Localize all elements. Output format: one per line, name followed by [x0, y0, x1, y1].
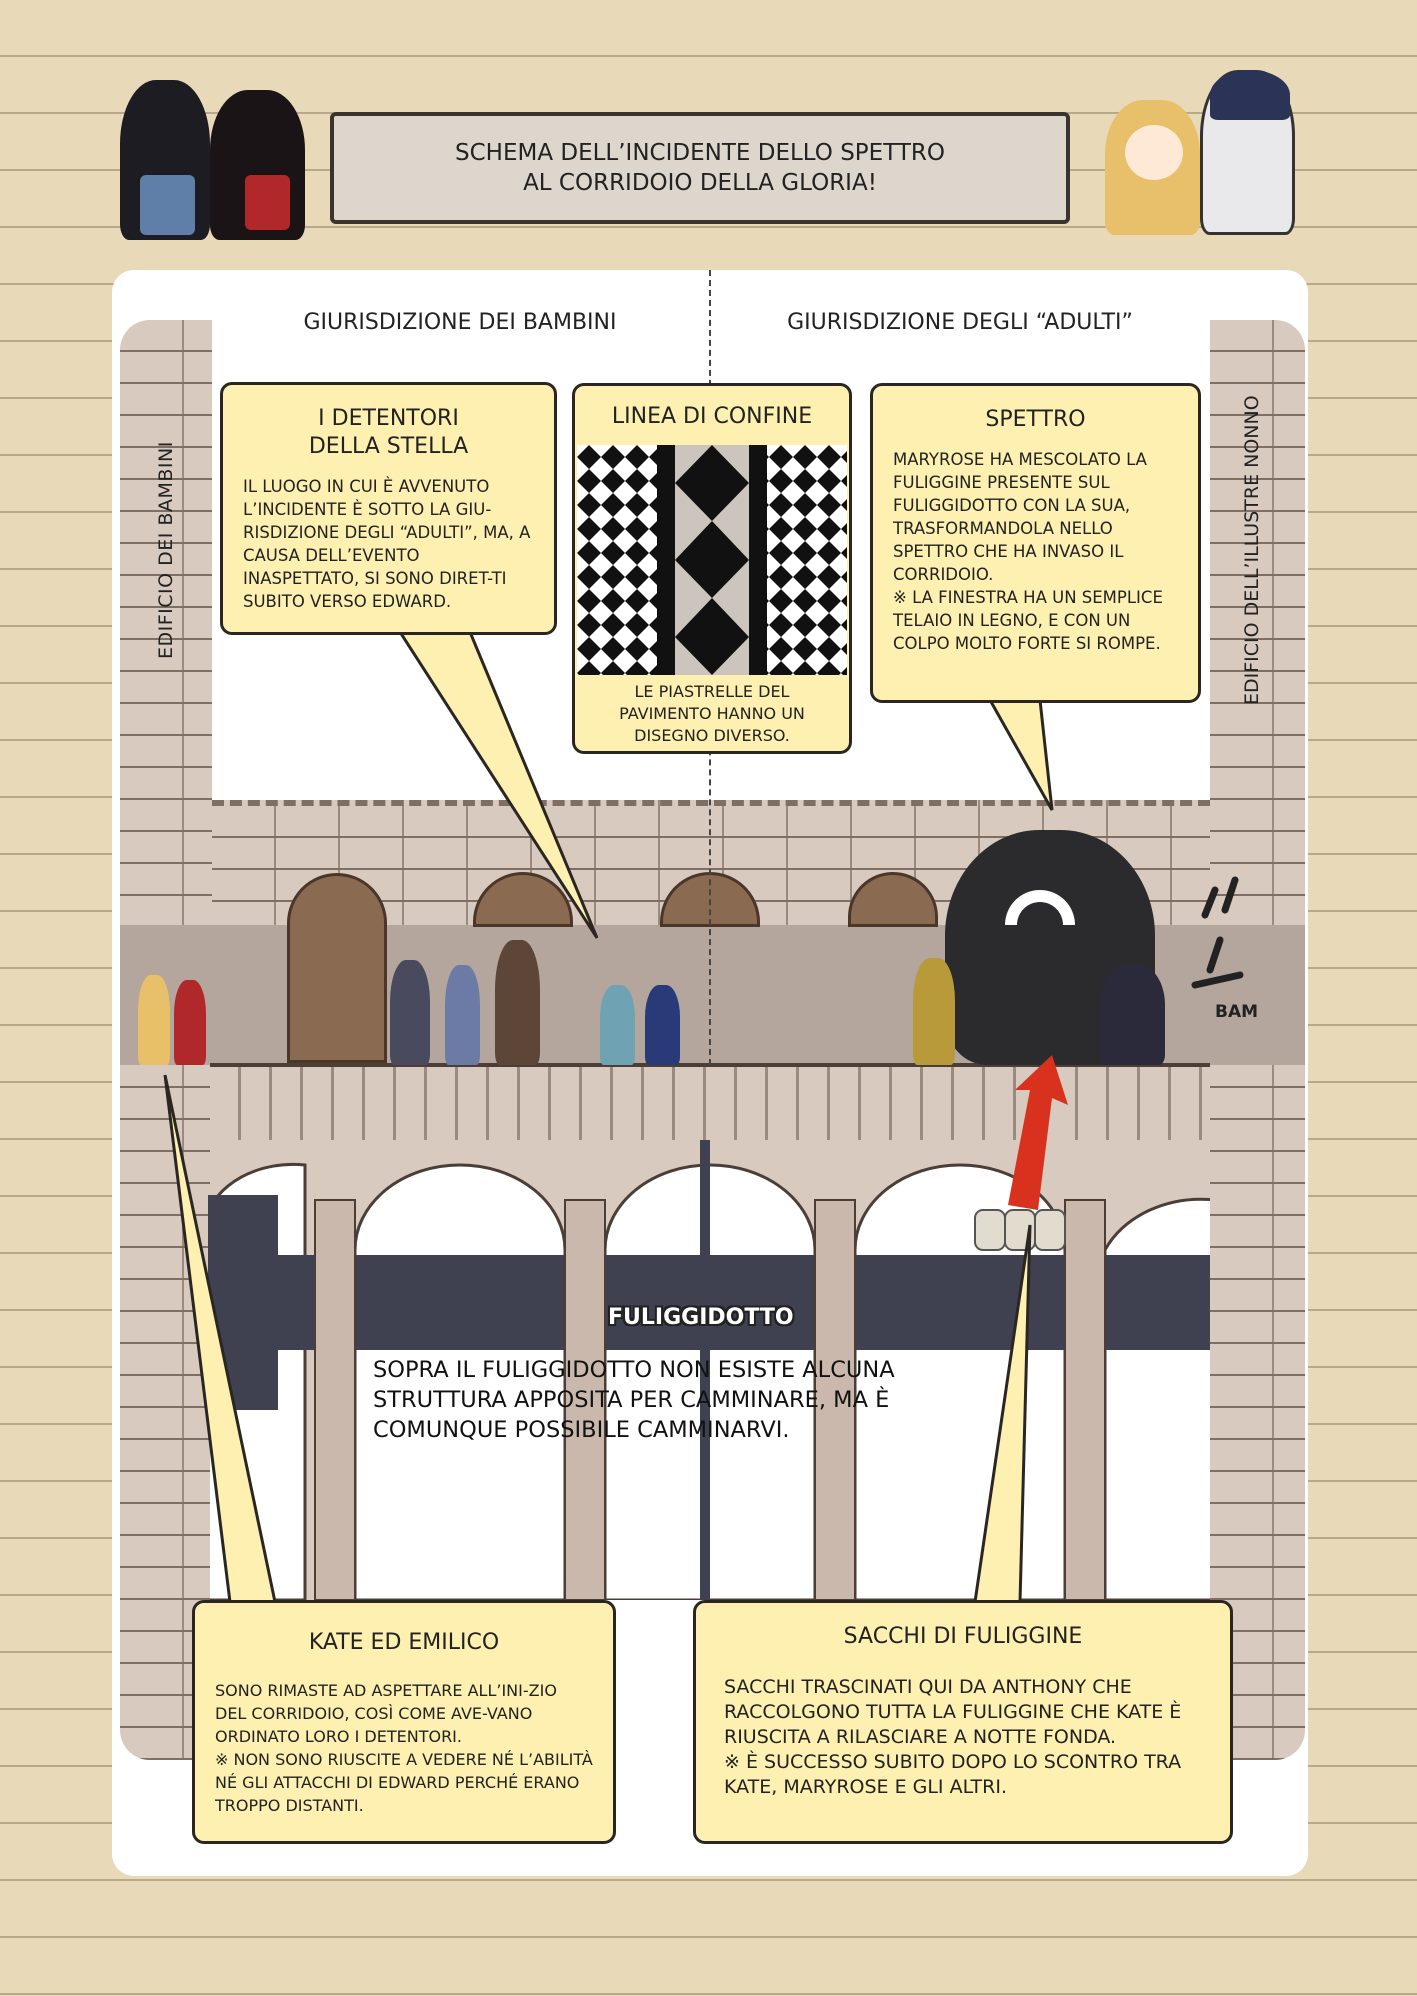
callout-title: SACCHI DI FULIGGINE [843, 1624, 1083, 1649]
pipe-note: SOPRA IL FULIGGIDOTTO NON ESISTE ALCUNA STRUTTURA APPOSITA PER CAMMINARE, MA È COMUNQUE POSSIBILE CAMMINARVI. [373, 1357, 895, 1443]
callout-title-line2: DELLA STELLA [308, 434, 469, 459]
callout-title: KATE ED EMILICO [308, 1630, 500, 1655]
building-label-left: EDIFICIO DEI BAMBINI [155, 441, 177, 659]
header-title-line2: AL CORRIDOIO DELLA GLORIA! [523, 170, 877, 196]
callout-kate-emilico [192, 1600, 616, 1844]
callout-star-bearers [220, 382, 557, 635]
callout-note: ※ NON SONO RIUSCITE A VEDERE NÉ L’ABILITÀ NÉ GLI ATTACCHI DI EDWARD PERCHÉ ERANO TROPPO DISTANTI. [215, 1750, 593, 1815]
callout-title: SPETTRO [985, 407, 1086, 432]
callout-body: SONO RIMASTE AD ASPETTARE ALL’INI-ZIO DEL CORRIDOIO, COSÌ COME AVE-VANO ORDINATO LORO I DETENTORI. [215, 1681, 557, 1746]
zone-label-children: GIURISDIZIONE DEI BAMBINI [303, 310, 617, 335]
callout-title-line1: I DETENTORI [318, 406, 459, 431]
building-label-right: EDIFICIO DELL’ILLUSTRE NONNO [1241, 395, 1263, 705]
callout-body: LE PIASTRELLE DEL PAVIMENTO HANNO UN DISEGNO DIVERSO. [619, 682, 805, 745]
callout-body: SACCHI TRASCINATI QUI DA ANTHONY CHE RACCOLGONO TUTTA LA FULIGGINE CHE KATE È RIUSCITA A RILASCIARE A NOTTE FONDA. [724, 1676, 1182, 1748]
callout-note: ※ LA FINESTRA HA UN SEMPLICE TELAIO IN LEGNO, E CON UN COLPO MOLTO FORTE SI ROMPE. [893, 588, 1163, 653]
floor-tile-pattern [577, 445, 847, 675]
sfx-bam: BAM [1215, 1002, 1259, 1022]
zone-label-adults: GIURISDIZIONE DEGLI “ADULTI” [787, 310, 1133, 335]
callout-body: MARYROSE HA MESCOLATO LA FULIGGINE PRESENTE SUL FULIGGIDOTTO CON LA SUA, TRASFORMANDOLA NELLO SPETTRO CHE HA INVASO IL CORRIDOIO. [893, 450, 1147, 584]
callout-border-line [572, 383, 852, 754]
callout-note: ※ È SUCCESSO SUBITO DOPO LO SCONTRO TRA KATE, MARYROSE E GLI ALTRI. [724, 1751, 1182, 1798]
pipe-label: FULIGGIDOTTO [608, 1305, 794, 1330]
header-title-line1: SCHEMA DELL’INCIDENTE DELLO SPETTRO [455, 140, 945, 166]
callout-body: IL LUOGO IN CUI È AVVENUTO L’INCIDENTE È SOTTO LA GIU-RISDIZIONE DEGLI “ADULTI”, MA, A CAUSA DELL’EVENTO INASPETTATO, SI SONO DIRET-TI SUBITO VERSO EDWARD. [243, 477, 531, 611]
callout-ghost [870, 383, 1201, 703]
callout-title: LINEA DI CONFINE [611, 404, 813, 429]
callout-soot-bags [693, 1600, 1233, 1844]
